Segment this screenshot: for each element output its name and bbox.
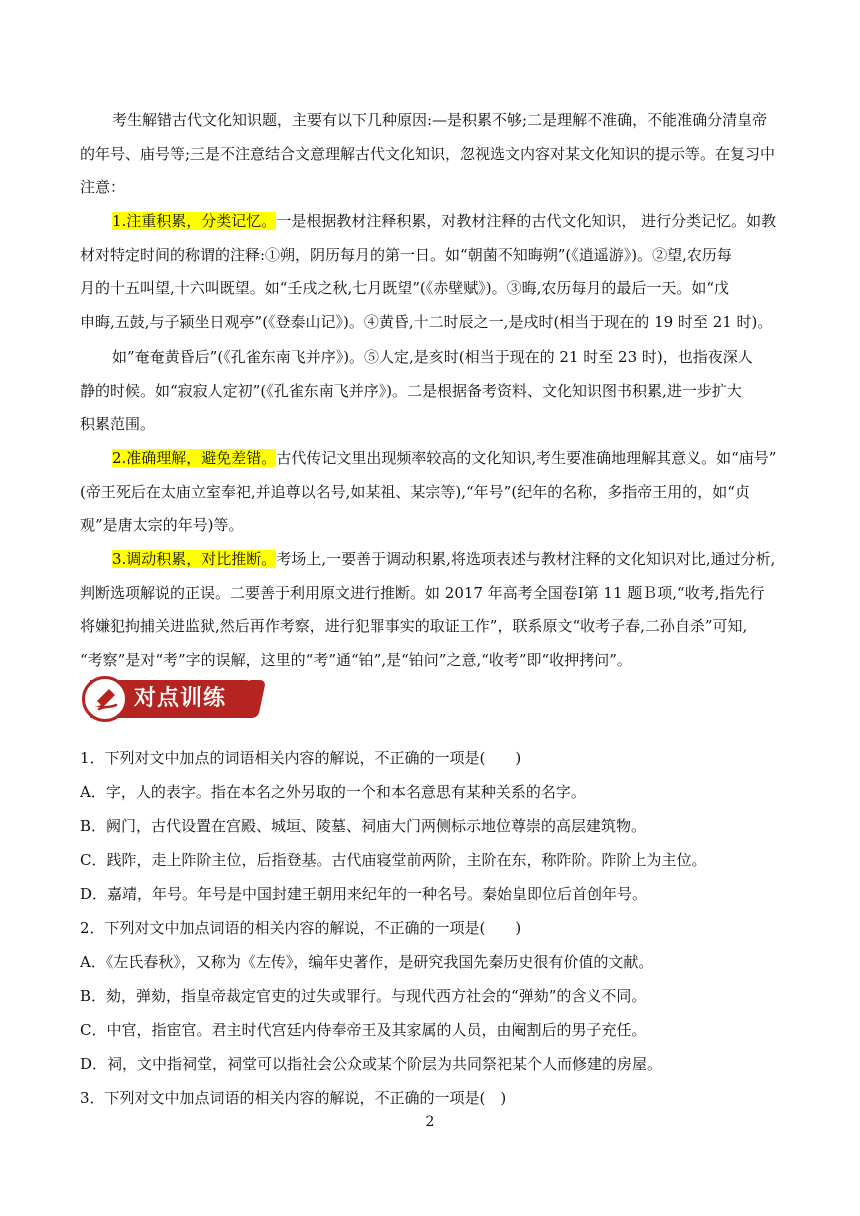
option-line: B．阙门，古代设置在宫殿、城垣、陵墓、祠庙大门两侧标示地位尊崇的高层建筑物。 (80, 817, 647, 835)
section-banner (82, 676, 254, 722)
tip2-heading: 2.准确理解，避免差错。 (112, 449, 277, 467)
tip3-first-line (80, 543, 780, 577)
tip3-line: “考察”是对“考”字的误解，这里的“考”通“铂”,是“铂问”之意,“收考”即“收押拷问”。 (80, 650, 632, 669)
tip3-line: 将嫌犯拘捕关进监狱,然后再作考察，进行犯罪事实的取证工作”，联系原文“收考子春,二孙自杀”可知, (80, 617, 748, 635)
questions-list (80, 741, 780, 1115)
tip1-heading: 1.注重积累，分类记忆。 (112, 212, 277, 230)
question-line: 1．下列对文中加点的词语相关内容的解说，不正确的一项是( ) (80, 749, 522, 767)
tip3-first-text: 考场上,一要善于调动积累,将选项表述与教材注释的文化知识对比,通过分析, (276, 550, 776, 568)
tip3-line: 判断选项解说的正误。二要善于利用原文进行推断。如 2017 年高考全国卷Ⅰ第 11 题Ｂ项,“收考,指先行 (80, 583, 765, 602)
tip2-line: 观”是唐太宗的年号)等。 (80, 516, 244, 534)
banner-label: 对点训练 (134, 686, 227, 711)
option-line: A．《左氏春秋》，又称为《左传》，编年史著作，是研究我国先秦历史很有价值的文献。 (80, 953, 654, 971)
tip1-line: 月的十五叫望,十六叫既望。如“壬戌之秋,七月既望”(《赤壁赋》)。③晦,农历每月的最后一天。如“戊 (80, 279, 730, 297)
question-line: 3．下列对文中加点词语的相关内容的解说，不正确的一项是( ) (80, 1089, 507, 1107)
tip1-first-line (80, 205, 780, 239)
tip2-first-line (80, 442, 780, 476)
tip2-first-text: 古代传记文里出现频率较高的文化知识,考生要准确地理解其意义。如“庙号” (276, 449, 777, 467)
tip1-line: 申晦,五鼓,与子颍坐日观亭”(《登泰山记》)。④黄昏,十二时辰之一,是戌时(相当于现在的 19 时至 21 时)。 (80, 312, 773, 331)
tip3-heading: 3.调动积累，对比推断。 (112, 550, 277, 568)
tip1-first-text: 一是根据教材注释积累，对教材注释的古代文化知识， 进行分类记忆。如教 (276, 212, 777, 230)
tip3-paragraph (80, 543, 780, 677)
tip2-paragraph (80, 442, 780, 543)
tip1-paragraph (80, 205, 780, 339)
tip1-cont-line: 积累范围。 (80, 415, 156, 433)
intro-paragraph (80, 104, 780, 205)
intro-line: 的年号、庙号等;三是不注意结合文意理解古代文化知识，忽视选文内容对某文化知识的提示等。在复习中 (80, 144, 776, 163)
option-line: C．践阼，走上阼阶主位，后指登基。古代庙寝堂前两阶，主阶在东，称阼阶。阼阶上为主位。 (80, 851, 707, 869)
option-line: A．字，人的表字。指在本名之外另取的一个和本名意思有某种关系的名字。 (80, 783, 586, 801)
intro-line: 注意： (80, 178, 126, 196)
option-line: B．劾，弹劾，指皇帝裁定官吏的过失或罪行。与现代西方社会的“弹劾”的含义不同。 (80, 987, 647, 1005)
tip1-cont-paragraph (80, 341, 780, 442)
tip1-cont-line: 如”奄奄黄昏后”(《孔雀东南飞并序》)。⑤人定,是亥时(相当于现在的 21 时至 23 时)，也指夜深人 (112, 348, 753, 366)
tip1-cont-line: 静的时候。如“寂寂人定初”(《孔雀东南飞并序》)。二是根据备考资料、文化知识图书积累,进一步扩大 (80, 381, 742, 400)
intro-line: 考生解错古代文化知识题，主要有以下几种原因:—是积累不够;二是理解不准确，不能准确分清皇帝 (112, 111, 768, 129)
option-line: D．嘉靖，年号。年号是中国封建王朝用来纪年的一种名号。秦始皇即位后首创年号。 (80, 885, 648, 903)
option-line: D．祠，文中指祠堂，祠堂可以指社会公众或某个阶层为共同祭祀某个人而修建的房屋。 (80, 1055, 663, 1073)
tip1-line: 材对特定时间的称谓的注释:①朔，阴历每月的第一日。如“朝菌不知晦朔”(《逍遥游》)。②望,农历每 (80, 245, 732, 264)
pencil-icon (82, 676, 128, 722)
page-number: 2 (425, 1114, 435, 1130)
option-line: C．中官，指宦官。君主时代宫廷内侍奉帝王及其家属的人员，由阉割后的男子充任。 (80, 1021, 647, 1039)
tip2-line: (帝王死后在太庙立室奉祀,并追尊以名号,如某祖、某宗等),“年号”(纪年的名称，多指帝王用的，如“贞 (80, 482, 750, 501)
question-line: 2．下列对文中加点词语的相关内容的解说，不正确的一项是( ) (80, 919, 522, 937)
